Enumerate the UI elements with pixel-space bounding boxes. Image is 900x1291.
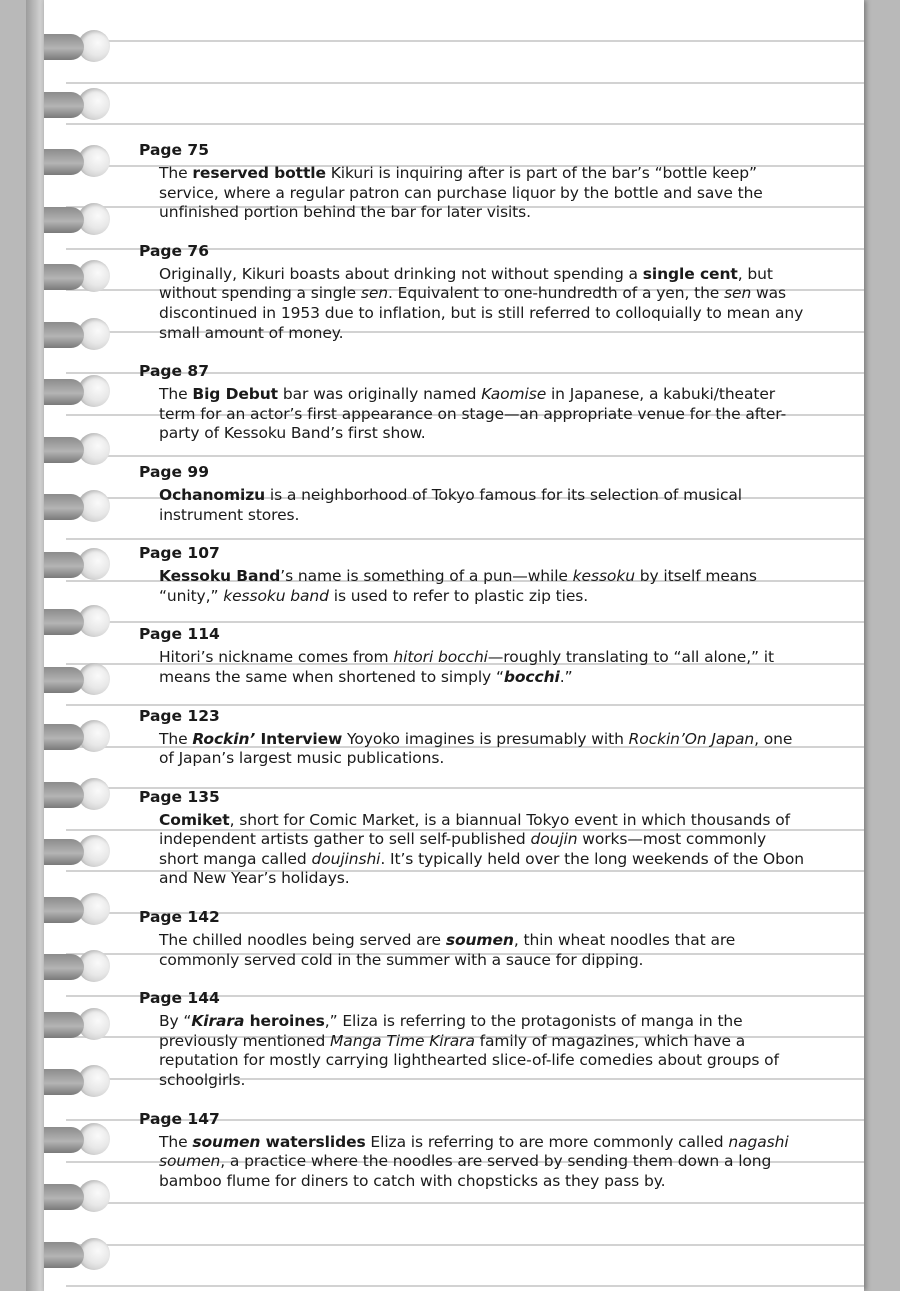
note-text-segment: —roughly translating to “all alone,” it means the same when shortened to simply “	[159, 648, 774, 686]
note-text-segment: Yoyoko imagines is presumably with	[342, 729, 629, 748]
note-text-segment: sen	[724, 284, 752, 303]
note-entry	[139, 1109, 809, 1192]
note-text-segment: heroines	[244, 1012, 325, 1031]
binder-ring	[44, 322, 84, 348]
note-entry	[139, 706, 809, 769]
note-entry	[139, 140, 809, 223]
binder-ring	[44, 264, 84, 290]
note-text	[159, 486, 809, 525]
note-text-segment: By “	[159, 1012, 192, 1031]
binder-ring	[44, 1127, 84, 1153]
binder-ring	[44, 34, 84, 60]
note-text-segment: soumen	[192, 1132, 261, 1151]
note-page-heading: Page 76	[139, 241, 209, 260]
note-text-segment: The chilled noodles being served are	[159, 931, 446, 950]
binder-ring	[44, 782, 84, 808]
note-text-segment: Kirara	[191, 1012, 245, 1031]
note-text-segment: nagashi soumen	[159, 1132, 789, 1171]
binder-holes	[44, 0, 144, 1291]
note-page-heading: Page 87	[139, 362, 209, 381]
note-text-segment: is a neighborhood of Tokyo famous for its selection of musical instrument stores.	[159, 485, 743, 524]
note-text-segment: Big Debut	[192, 385, 278, 404]
note-text-segment: Rockin’On Japan	[628, 729, 755, 748]
note-text-segment: Rockin’	[192, 729, 256, 748]
note-text-segment: The	[159, 385, 193, 404]
note-text-segment: , one of Japan’s largest music publications.	[159, 729, 793, 768]
note-page-heading: Page 107	[139, 544, 220, 563]
note-text-segment: . It’s typically held over the long weekends of the Obon and New Year’s holidays.	[159, 849, 804, 888]
note-text-segment: Manga Time Kirara	[330, 1031, 475, 1050]
binder-ring	[44, 1069, 84, 1095]
note-text-segment: Kessoku Band	[159, 567, 281, 586]
binder-ring	[44, 437, 84, 463]
ruled-line	[66, 123, 864, 125]
binder-ring	[44, 839, 84, 865]
note-text-segment: The	[159, 729, 193, 748]
translation-notes	[139, 140, 809, 1209]
note-entry	[139, 543, 809, 606]
note-text-segment: Eliza is referring to are more commonly called	[365, 1132, 729, 1151]
note-text-segment: Kaomise	[481, 385, 547, 404]
note-text-segment: reserved bottle	[192, 164, 326, 182]
note-page-heading: Page 142	[139, 908, 220, 927]
note-text-segment: , thin wheat noodles that are commonly served cold in the summer with a sauce for dipping.	[159, 931, 736, 969]
note-text-segment: family of magazines, which have a reputation for mostly carrying lighthearted slice-of-life comedies about groups of schoolgirls.	[159, 1031, 779, 1090]
note-page-heading: Page 114	[139, 625, 220, 644]
note-text-segment: waterslides	[260, 1132, 366, 1151]
binder-ring	[44, 1242, 84, 1268]
binder-ring	[44, 724, 84, 750]
note-entry	[139, 624, 809, 687]
note-text-segment: ,” Eliza is referring to the protagonists of manga in the previously mentioned	[159, 1012, 743, 1050]
binder-ring	[44, 954, 84, 980]
note-text-segment: by itself means “unity,”	[159, 567, 757, 605]
note-text-segment: hitori bocchi	[393, 648, 488, 667]
note-text-segment: Hitori’s nickname comes from	[159, 648, 394, 667]
note-text	[159, 567, 809, 606]
note-text	[159, 648, 809, 687]
note-page-heading: Page 147	[139, 1109, 220, 1128]
note-text-segment: in Japanese, a kabuki/theater term for an actor’s first appearance on stage—an appropriate venue for the after-party of Kessoku Band’s first show.	[159, 385, 787, 443]
note-text-segment: kessoku	[572, 567, 635, 586]
note-entry	[139, 361, 809, 444]
binder-ring	[44, 92, 84, 118]
note-text-segment: doujinshi	[311, 849, 381, 868]
note-text	[159, 1012, 809, 1090]
note-text-segment: Interview	[255, 729, 343, 748]
note-text-segment: bocchi	[503, 667, 560, 686]
note-entry	[139, 988, 809, 1090]
note-page-heading: Page 144	[139, 989, 220, 1008]
binder-ring	[44, 552, 84, 578]
note-text-segment: Kikuri is inquiring after is part of the bar’s “bottle keep” service, where a regular patron can purchase liquor by the bottle and save the unfinished portion behind the bar for later visits.	[159, 164, 763, 222]
note-text-segment: , but without spending a single	[159, 264, 773, 303]
note-text-segment: .”	[559, 667, 573, 686]
note-page-heading: Page 135	[139, 787, 220, 806]
note-entry	[139, 787, 809, 889]
note-text	[159, 265, 809, 343]
note-text-segment: is used to refer to plastic zip ties.	[328, 586, 589, 605]
note-page-heading: Page 99	[139, 462, 209, 481]
binder-ring	[44, 897, 84, 923]
binder-ring	[44, 609, 84, 635]
note-text-segment: works—most commonly short manga called	[159, 830, 767, 868]
note-text-segment: single cent	[642, 264, 738, 283]
binder-ring	[44, 667, 84, 693]
note-text	[159, 164, 809, 223]
note-entry	[139, 462, 809, 525]
binder-ring	[44, 379, 84, 405]
note-text-segment: bar was originally named	[278, 385, 482, 404]
binder-ring	[44, 494, 84, 520]
note-text-segment: Ochanomizu	[159, 485, 266, 504]
note-text-segment: kessoku band	[223, 586, 329, 605]
note-text	[159, 811, 809, 889]
note-entry	[139, 907, 809, 970]
note-text-segment: Originally, Kikuri boasts about drinking not without spending a	[159, 264, 643, 283]
binder-ring	[44, 1184, 84, 1210]
ruled-line	[66, 1244, 864, 1246]
note-text-segment: ’s name is something of a pun—while	[280, 567, 573, 586]
ruled-line	[66, 1285, 864, 1287]
note-text	[159, 931, 809, 970]
binder-ring	[44, 149, 84, 175]
note-text-segment: sen	[360, 284, 388, 303]
binder-ring	[44, 1012, 84, 1038]
note-page-heading: Page 75	[139, 141, 209, 159]
note-text-segment: was discontinued in 1953 due to inflation, but is still referred to colloquially to mean any small amount of money.	[159, 284, 804, 342]
note-text-segment: The	[159, 1132, 193, 1151]
note-text-segment: doujin	[530, 830, 578, 849]
note-text	[159, 385, 809, 444]
note-text-segment: . Equivalent to one-hundredth of a yen, the	[388, 284, 725, 303]
binder-ring	[44, 207, 84, 233]
note-entry	[139, 241, 809, 343]
note-text-segment: The	[159, 164, 193, 182]
ruled-line	[66, 40, 864, 42]
note-text	[159, 1133, 809, 1192]
note-text-segment: , a practice where the noodles are served by sending them down a long bamboo flume for diners to catch with chopsticks as they pass by.	[159, 1152, 772, 1190]
ruled-line	[66, 82, 864, 84]
note-text-segment: soumen	[445, 931, 514, 950]
note-text	[159, 730, 809, 769]
note-text-segment: , short for Comic Market, is a biannual Tokyo event in which thousands of independent artists gather to sell self-published	[159, 810, 790, 849]
note-text-segment: Comiket	[159, 810, 230, 829]
note-page-heading: Page 123	[139, 706, 220, 725]
